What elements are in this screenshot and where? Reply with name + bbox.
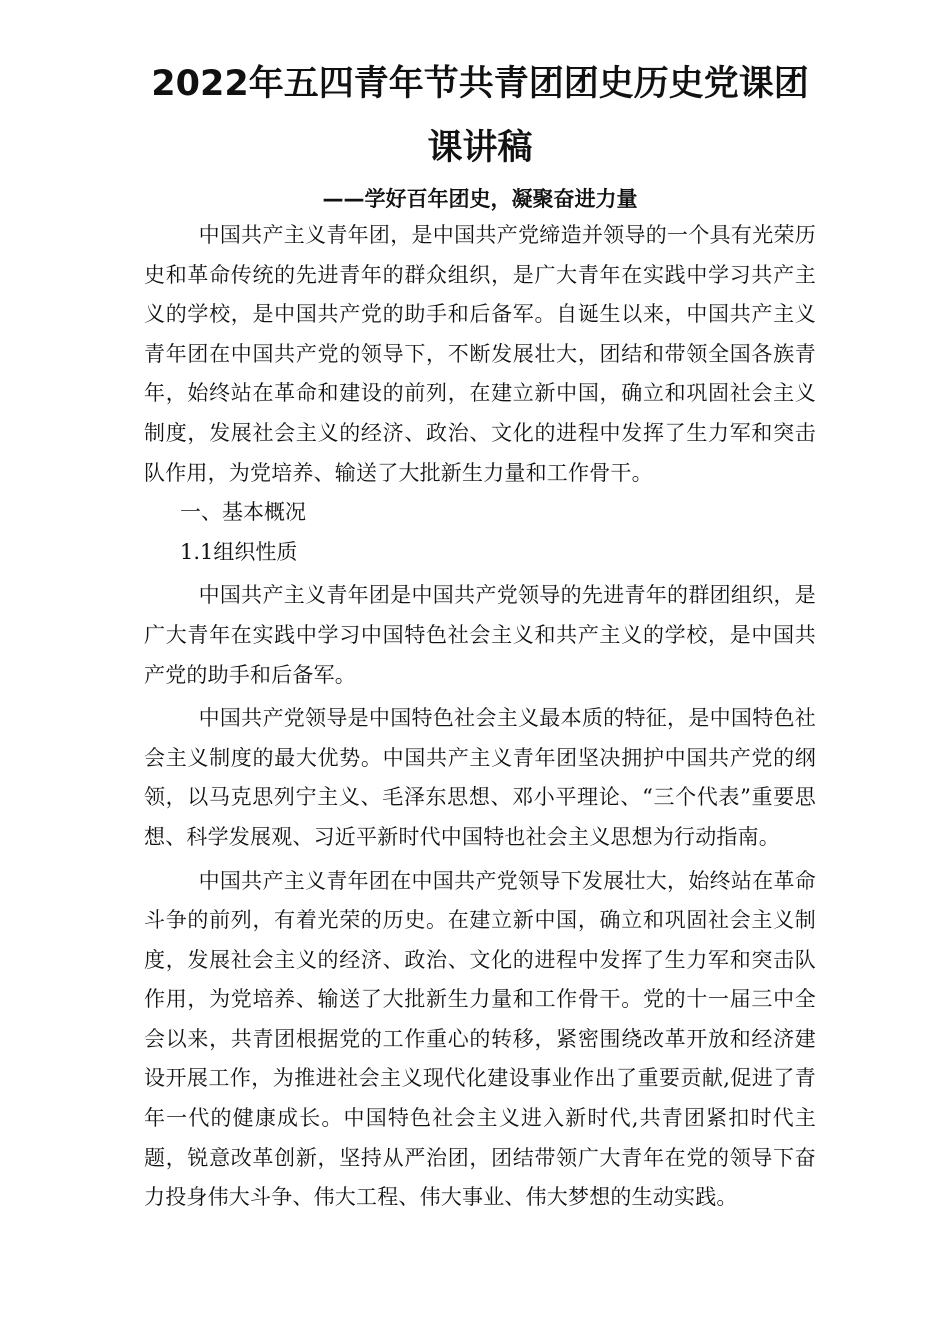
body-paragraph-2: 中国共产党领导是中国特色社会主义最本质的特征，是中国特色社会主义制度的最大优势。中国共产主义青年团坚决拥护中国共产党的纲领，以马克思列宁主义、毛泽东思想、邓小平理论、“三个代表”重要思想、科学发展观、习近平新时代中国特也社会主义思想为行动指南。 xyxy=(144,706,816,849)
document-title: 2022年五四青年节共青团团史历史党课团课讲稿 xyxy=(151,64,809,168)
body-paragraph-3: 中国共产主义青年团在中国共产党领导下发展壮大，始终站在革命斗争的前列，有着光荣的历史。在建立新中国，确立和巩固社会主义制度，发展社会主义的经济、政治、文化的进程中发挥了生力军和突击队作用，为党培养、输送了大批新生力量和工作骨干。党的十一届三中全会以来，共青团根据党的工作重心的转移，紧密围绕改革开放和经济建设开展工作，为推进社会主义现代化建设事业作出了重要贡献,促进了青年一代的健康成长。中国特色社会主义进入新时代,共青团紧扣时代主题，锐意改革创新，坚持从严治团，团结带领广大青年在党的领导下奋力投身伟大斗争、伟大工程、伟大事业、伟大梦想的生动实践。 xyxy=(144,868,816,1210)
intro-paragraph: 中国共产主义青年团，是中国共产党缔造并领导的一个具有光荣历史和革命传统的先进青年的群众组织，是广大青年在实践中学习共产主义的学校，是中国共产党的助手和后备军。自诞生以来，中国共产主义青年团在中国共产党的领导下，不断发展壮大，团结和带领全国各族青年，始终站在革命和建设的前列，在建立新中国，确立和巩固社会主义制度，发展社会主义的经济、政治、文化的进程中发挥了生力军和突击队作用，为党培养、输送了大批新生力量和工作骨干。 xyxy=(144,223,816,485)
document-page xyxy=(144,52,816,1218)
document-subtitle: ——学好百年团史，凝聚奋进力量 xyxy=(322,187,638,211)
section-heading-basic-overview: 一、基本概况 xyxy=(180,500,306,525)
subsection-heading-organization-nature: 1.1组织性质 xyxy=(180,539,298,564)
body-paragraph-1: 中国共产主义青年团是中国共产党领导的先进青年的群团组织，是广大青年在实践中学习中国特色社会主义和共产主义的学校，是中国共产党的助手和后备军。 xyxy=(144,583,816,687)
